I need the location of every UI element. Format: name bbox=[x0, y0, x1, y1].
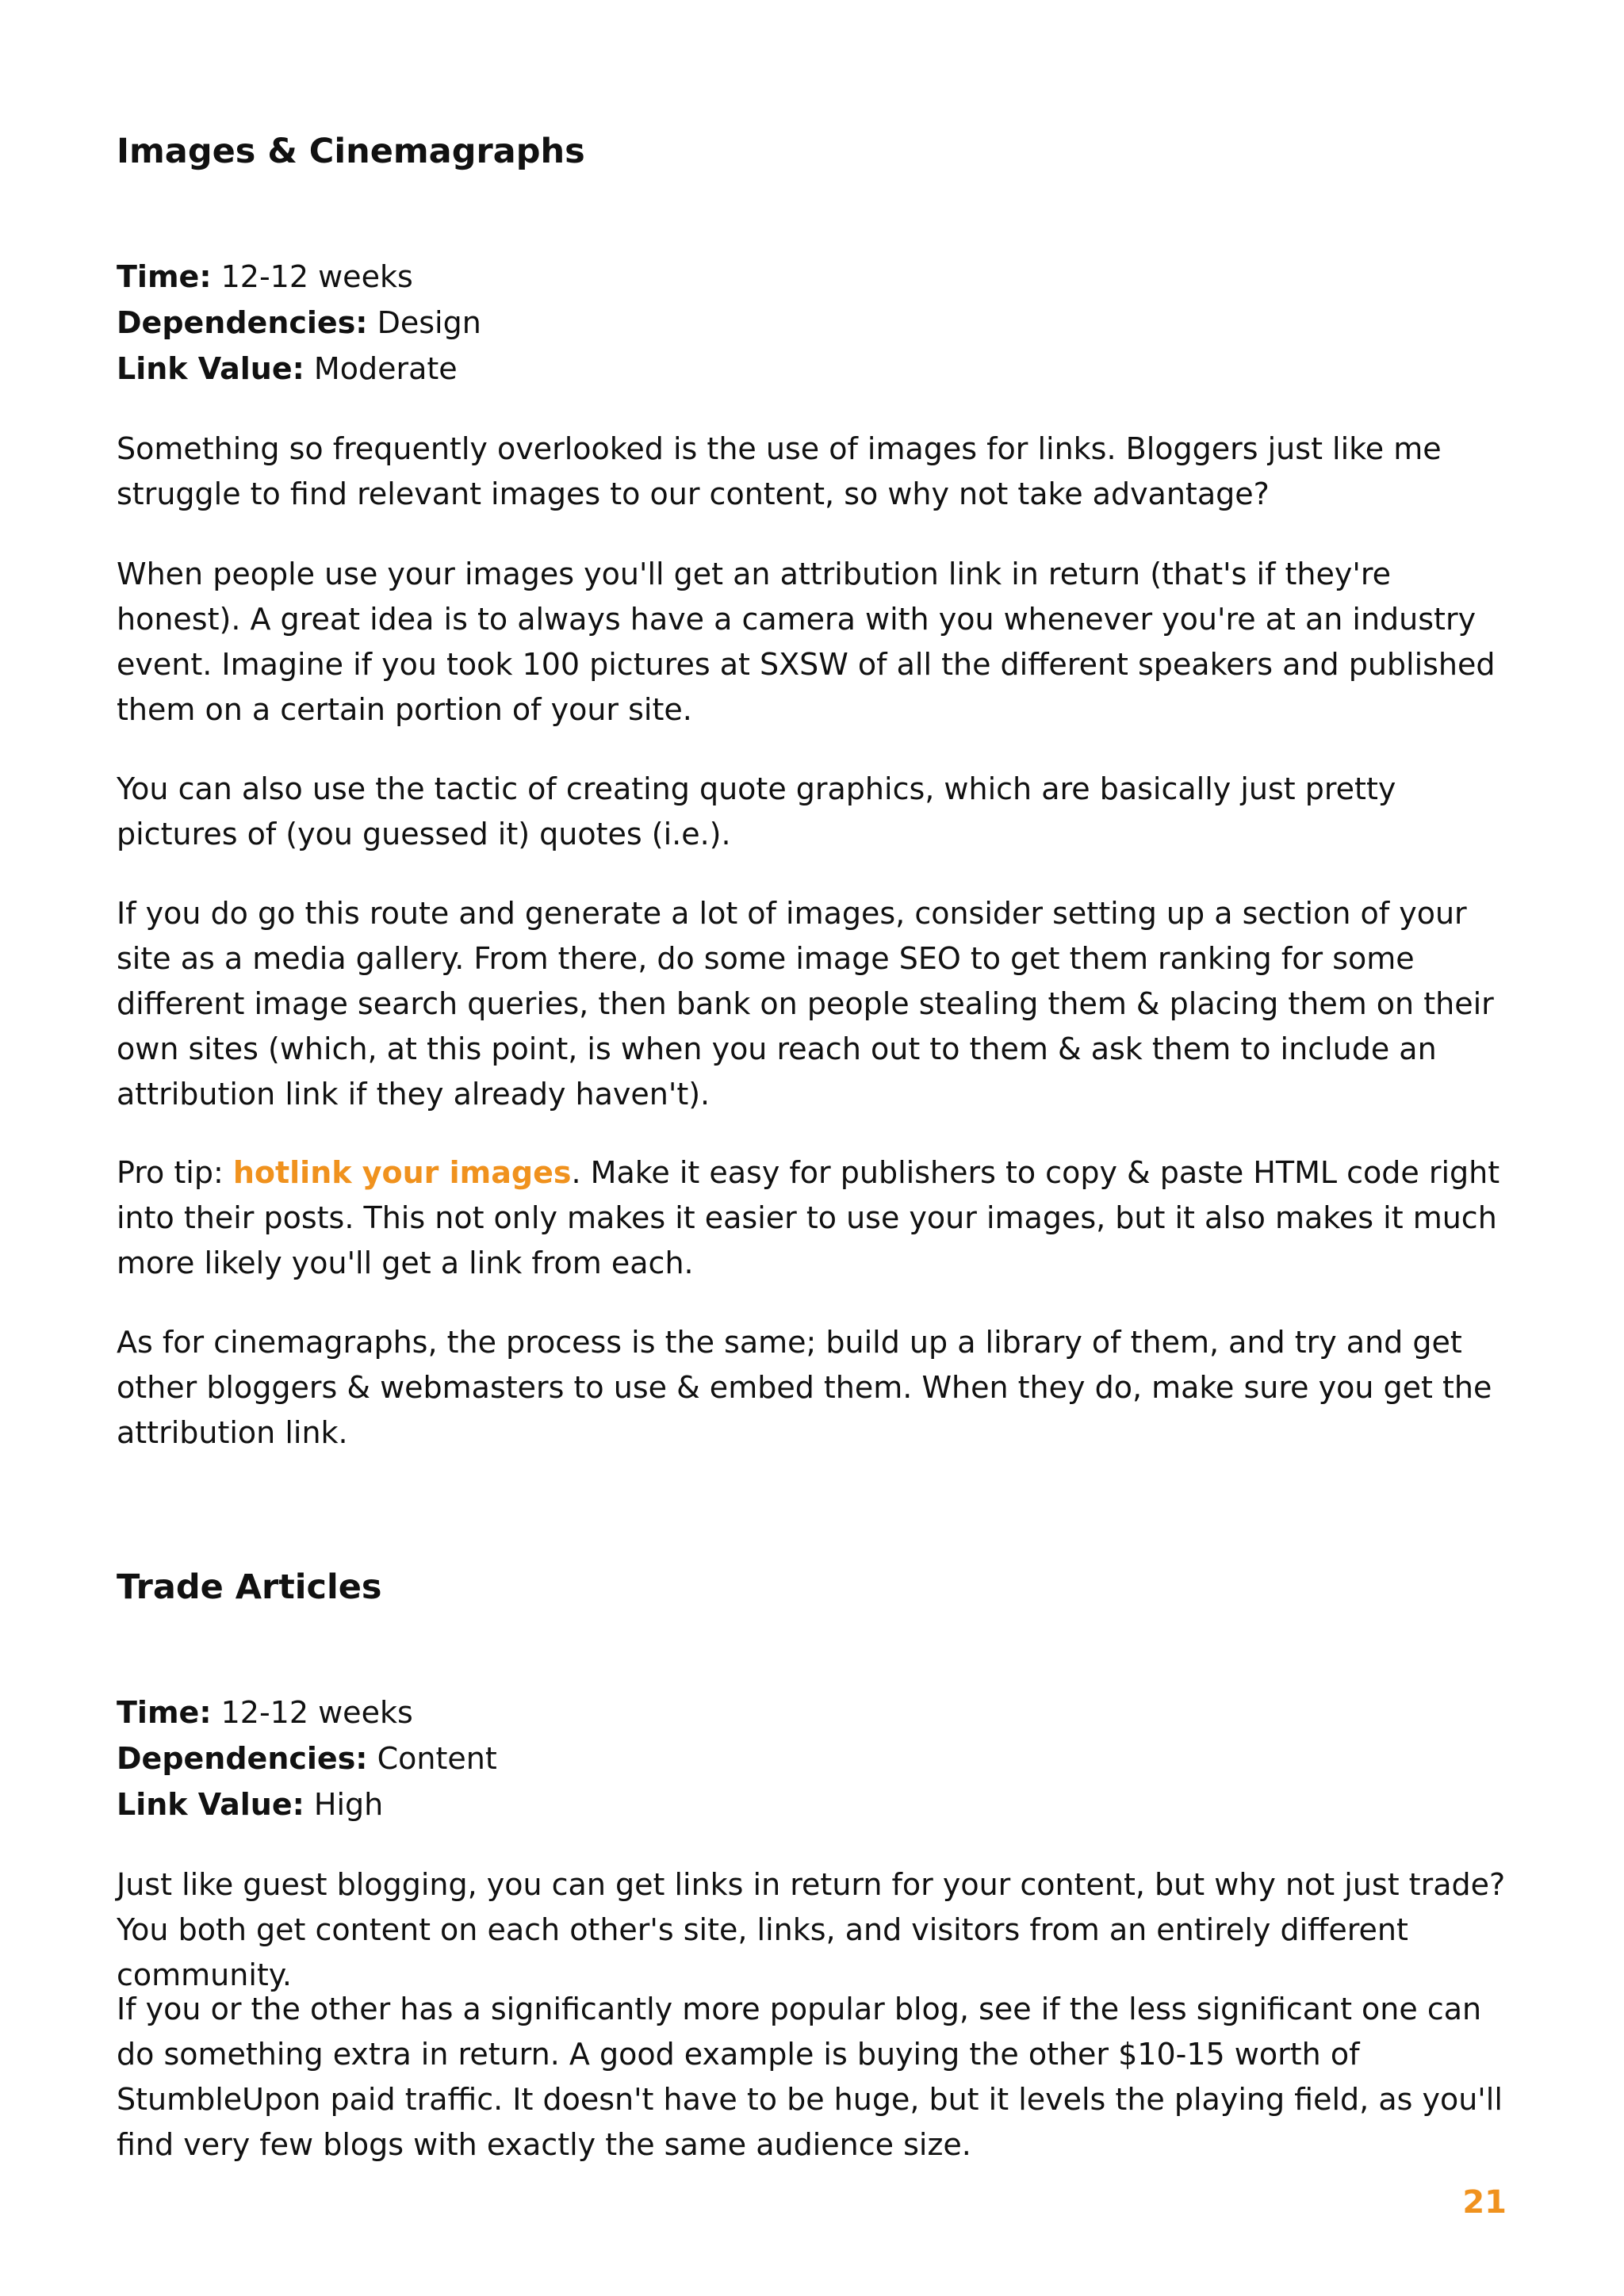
meta-time-value: 12-12 weeks bbox=[220, 259, 413, 294]
section-heading-images-cinemagraphs: Images & Cinemagraphs bbox=[117, 132, 585, 171]
meta-time-label: Time: bbox=[117, 259, 212, 294]
pro-tip-prefix: Pro tip: bbox=[117, 1155, 233, 1190]
meta-link-value-label: Link Value: bbox=[117, 1787, 304, 1822]
meta-dependencies-label: Dependencies: bbox=[117, 1741, 368, 1776]
meta-time-label: Time: bbox=[117, 1695, 212, 1730]
meta-link-value bbox=[117, 1781, 1512, 1827]
paragraph: Just like guest blogging, you can get links in return for your content, but why not just trade? You both get content on each other's site, links, and visitors from an entirely different community. bbox=[117, 1867, 1506, 1992]
meta-time bbox=[117, 1689, 1512, 1735]
pro-tip-suffix: . Make it easy for publishers to copy & paste HTML code right into their posts. This not only makes it easier to use your images, but it also makes it much more likely you'll get a link from each. bbox=[117, 1155, 1500, 1280]
meta-link-value-value: High bbox=[313, 1787, 384, 1822]
meta-dependencies-label: Dependencies: bbox=[117, 305, 368, 340]
paragraph: When people use your images you'll get an attribution link in return (that's if they're honest). A great idea is to always have a camera with you whenever you're at an industry event. Imagine if you took 100 pictures at SXSW of all the different speakers and published them on a certain portion of your site. bbox=[117, 557, 1496, 727]
meta-dependencies-value: Content bbox=[377, 1741, 497, 1776]
meta-time bbox=[117, 254, 1512, 300]
meta-dependencies bbox=[117, 300, 1512, 346]
hotlink-your-images-link[interactable]: hotlink your images bbox=[232, 1155, 572, 1190]
meta-link-value-label: Link Value: bbox=[117, 351, 304, 386]
meta-dependencies bbox=[117, 1735, 1512, 1781]
paragraph: If you or the other has a significantly more popular blog, see if the less significant one can do something extra in return. A good example is buying the other $10-15 worth of StumbleUpon paid traffic. It doesn't have to be huge, but it levels the playing field, as you'll find very few blogs with exactly the same audience size. bbox=[117, 1992, 1503, 2162]
section-meta-images bbox=[117, 254, 1512, 392]
section-meta-trade bbox=[117, 1689, 1512, 1827]
document-page bbox=[117, 0, 1512, 2296]
page-number: 21 bbox=[1462, 2184, 1507, 2221]
paragraph-pro-tip bbox=[117, 1150, 1512, 1286]
meta-link-value-value: Moderate bbox=[313, 351, 458, 386]
section-heading-trade-articles: Trade Articles bbox=[117, 1567, 382, 1607]
meta-dependencies-value: Design bbox=[377, 305, 481, 340]
paragraph: Something so frequently overlooked is the use of images for links. Bloggers just like me struggle to find relevant images to our content, so why not take advantage? bbox=[117, 431, 1442, 511]
paragraph: As for cinemagraphs, the process is the same; build up a library of them, and try and get other bloggers & webmasters to use & embed them. When they do, make sure you get the attribution link. bbox=[117, 1325, 1492, 1450]
paragraph: If you do go this route and generate a lot of images, consider setting up a section of your site as a media gallery. From there, do some image SEO to get them ranking for some different image search queries, then bank on people stealing them & placing them on their own sites (which, at this point, is when you reach out to them & ask them to include an attribution link if they already haven't). bbox=[117, 896, 1494, 1112]
paragraph: You can also use the tactic of creating quote graphics, which are basically just pretty pictures of (you guessed it) quotes (i.e.). bbox=[117, 771, 1396, 851]
meta-link-value bbox=[117, 346, 1512, 392]
meta-time-value: 12-12 weeks bbox=[220, 1695, 413, 1730]
